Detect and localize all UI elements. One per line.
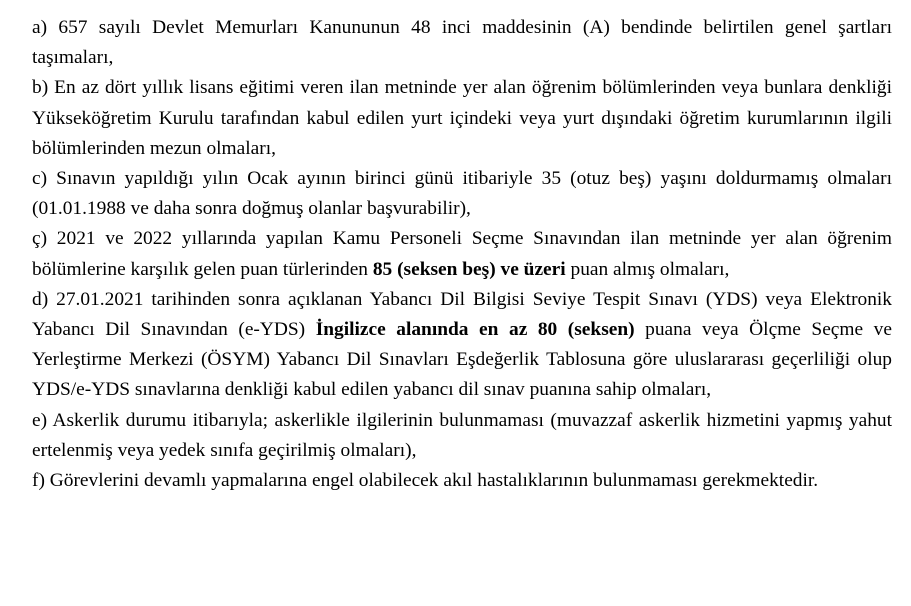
requirement-f-text: f) Görevlerini devamlı yapmalarına engel olabilecek akıl hastalıklarının bulunmaması gerekmektedir.: [32, 470, 819, 492]
requirement-b: [32, 73, 892, 164]
requirement-c-text: c) Sınavın yapıldığı yılın Ocak ayının birinci günü itibariyle 35 (otuz beş) yaşını doldurmamış olmaları (01.01.1988 ve daha sonra doğmuş olanlar başvurabilir),: [32, 168, 892, 220]
requirement-d-language-threshold: İngilizce alanında en az 80 (seksen): [315, 319, 635, 341]
requirement-c-cedilla-score-threshold: 85 (seksen beş) ve üzeri: [372, 258, 566, 280]
requirement-e: [32, 406, 892, 466]
requirement-e-text: e) Askerlik durumu itibarıyla; askerlikle ilgilerinin bulunmaması (muvazzaf askerlik hizmetini yapmış yahut ertelenmiş veya yedek sınıfa geçirilmiş olmaları),: [32, 409, 892, 461]
requirement-d-text-before: d) 27.01.2021 tarihinden sonra açıklanan Yabancı Dil Bilgisi Seviye Tespit Sınavı (YDS) veya Elektronik Yabancı Dil Sınavından (e-YDS): [32, 288, 892, 341]
requirement-b-text: b) En az dört yıllık lisans eğitimi veren ilan metninde yer alan öğrenim bölümlerinden veya bunlara denkliği Yükseköğretim Kurulu tarafından kabul edilen yurt içindeki veya yurt dışındaki öğretim kurumlarının ilgili bölümlerinden mezun olmaları,: [32, 77, 892, 159]
requirement-c-cedilla-text-before: ç) 2021 ve 2022 yıllarında yapılan Kamu Personeli Seçme Sınavından ilan metninde yer alan öğrenim bölümlerine karşılık gelen puan türlerinden: [32, 228, 892, 280]
requirement-d: [32, 285, 892, 406]
requirement-a: [32, 13, 892, 73]
requirement-d-text-after: puana veya Ölçme Seçme ve Yerleştirme Merkezi (ÖSYM) Yabancı Dil Sınavları Eşdeğerlik Tablosuna göre uluslararası geçerliliği olup YDS/e-YDS sınavlarına denkliği kabul edilen yabancı dil sınav puanına sahip olmaları,: [32, 319, 892, 401]
requirement-c-cedilla: [32, 224, 892, 284]
requirements-document: [32, 13, 892, 496]
requirement-c: [32, 164, 892, 224]
requirement-c-cedilla-text-after: puan almış olmaları,: [565, 258, 730, 280]
requirement-f: [32, 466, 892, 496]
requirement-a-text: a) 657 sayılı Devlet Memurları Kanununun 48 inci maddesinin (A) bendinde belirtilen genel şartları taşımaları,: [32, 17, 892, 69]
